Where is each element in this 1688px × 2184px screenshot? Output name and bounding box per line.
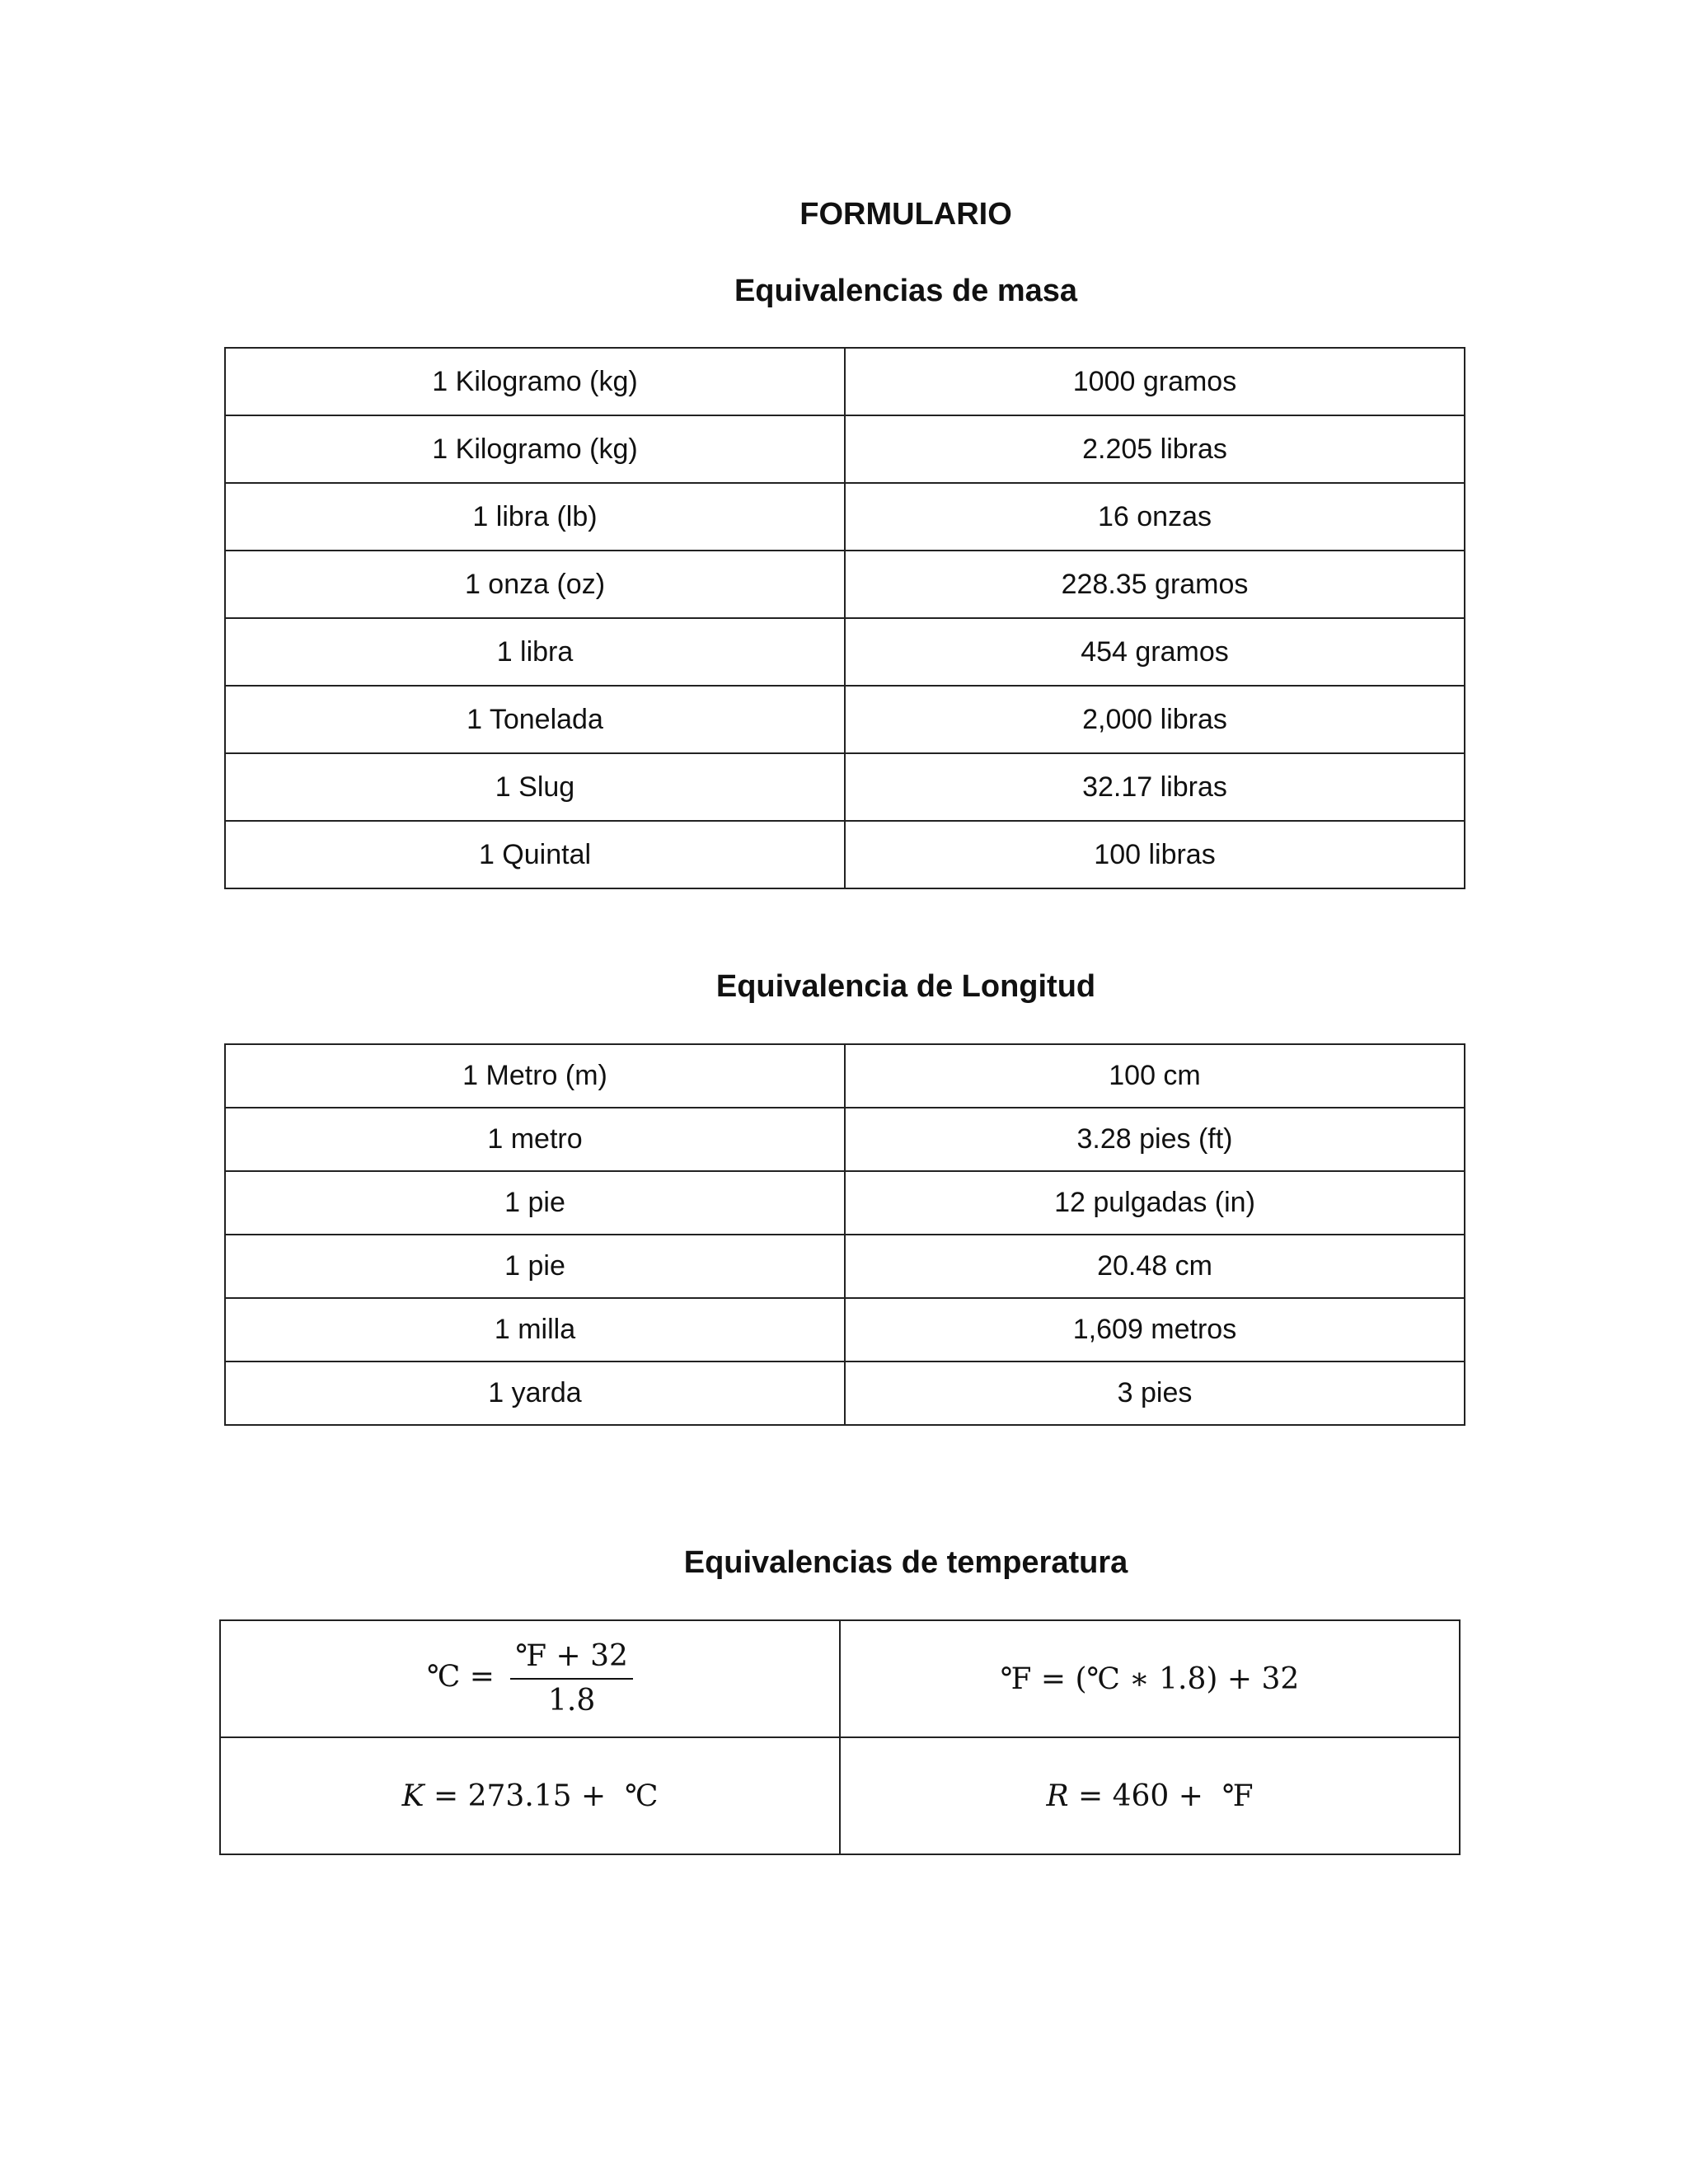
table-cell: 16 onzas — [845, 483, 1465, 551]
table-row — [225, 1235, 1465, 1298]
kelvin-expression: = 273.15 + ℃ — [424, 1779, 659, 1813]
rankine-expression: = 460 + ℉ — [1068, 1779, 1254, 1813]
table-row — [225, 1044, 1465, 1108]
table-cell: 454 gramos — [845, 618, 1465, 686]
celsius-formula — [220, 1620, 840, 1737]
document-title: FORMULARIO — [799, 197, 1012, 232]
table-row — [225, 348, 1465, 415]
table-cell: 1 Metro (m) — [225, 1044, 845, 1108]
mass-table — [224, 347, 1465, 889]
table-cell: 1 Kilogramo (kg) — [225, 348, 845, 415]
table-row — [225, 1108, 1465, 1171]
table-cell: 1 onza (oz) — [225, 551, 845, 618]
table-cell: 1,609 metros — [845, 1298, 1465, 1361]
table-cell: 32.17 libras — [845, 753, 1465, 821]
table-cell: 100 cm — [845, 1044, 1465, 1108]
kelvin-formula — [220, 1737, 840, 1854]
table-cell: 3.28 pies (ft) — [845, 1108, 1465, 1171]
table-row — [225, 821, 1465, 888]
table-row — [220, 1737, 1460, 1854]
table-row — [225, 1298, 1465, 1361]
celsius-lhs: ℃ = — [427, 1660, 495, 1694]
table-cell: 1 pie — [225, 1235, 845, 1298]
rankine-variable: R — [1046, 1779, 1069, 1813]
table-cell: 228.35 gramos — [845, 551, 1465, 618]
table-row — [225, 1171, 1465, 1235]
fraction-denominator: 1.8 — [548, 1684, 596, 1718]
table-cell: 1 metro — [225, 1108, 845, 1171]
table-cell: 100 libras — [845, 821, 1465, 888]
table-row — [225, 551, 1465, 618]
table-cell: 1 Quintal — [225, 821, 845, 888]
table-cell: 3 pies — [845, 1361, 1465, 1425]
fahrenheit-expression: ℉ = (℃ ∗ 1.8) + 32 — [1000, 1661, 1300, 1696]
table-cell: 1 libra — [225, 618, 845, 686]
table-row — [225, 753, 1465, 821]
table-row — [225, 483, 1465, 551]
table-row — [225, 618, 1465, 686]
table-cell: 2.205 libras — [845, 415, 1465, 483]
temperature-table — [219, 1619, 1461, 1855]
table-cell: 1 milla — [225, 1298, 845, 1361]
table-cell: 1 Slug — [225, 753, 845, 821]
mass-heading: Equivalencias de masa — [734, 274, 1078, 308]
fahrenheit-formula — [840, 1620, 1460, 1737]
table-cell: 2,000 libras — [845, 686, 1465, 753]
fraction-numerator: ℉ + 32 — [510, 1640, 633, 1680]
table-cell: 1000 gramos — [845, 348, 1465, 415]
table-row — [225, 1361, 1465, 1425]
table-row — [225, 686, 1465, 753]
temperature-heading: Equivalencias de temperatura — [683, 1545, 1128, 1580]
table-cell: 1 Tonelada — [225, 686, 845, 753]
table-cell: 20.48 cm — [845, 1235, 1465, 1298]
table-cell: 1 libra (lb) — [225, 483, 845, 551]
rankine-formula — [840, 1737, 1460, 1854]
table-cell: 1 pie — [225, 1171, 845, 1235]
table-cell: 12 pulgadas (in) — [845, 1171, 1465, 1235]
table-row — [220, 1620, 1460, 1737]
kelvin-variable: K — [401, 1779, 424, 1813]
table-cell: 1 yarda — [225, 1361, 845, 1425]
length-heading: Equivalencia de Longitud — [715, 969, 1096, 1004]
length-table — [224, 1043, 1465, 1426]
table-row — [225, 415, 1465, 483]
table-cell: 1 Kilogramo (kg) — [225, 415, 845, 483]
celsius-fraction — [510, 1640, 633, 1718]
